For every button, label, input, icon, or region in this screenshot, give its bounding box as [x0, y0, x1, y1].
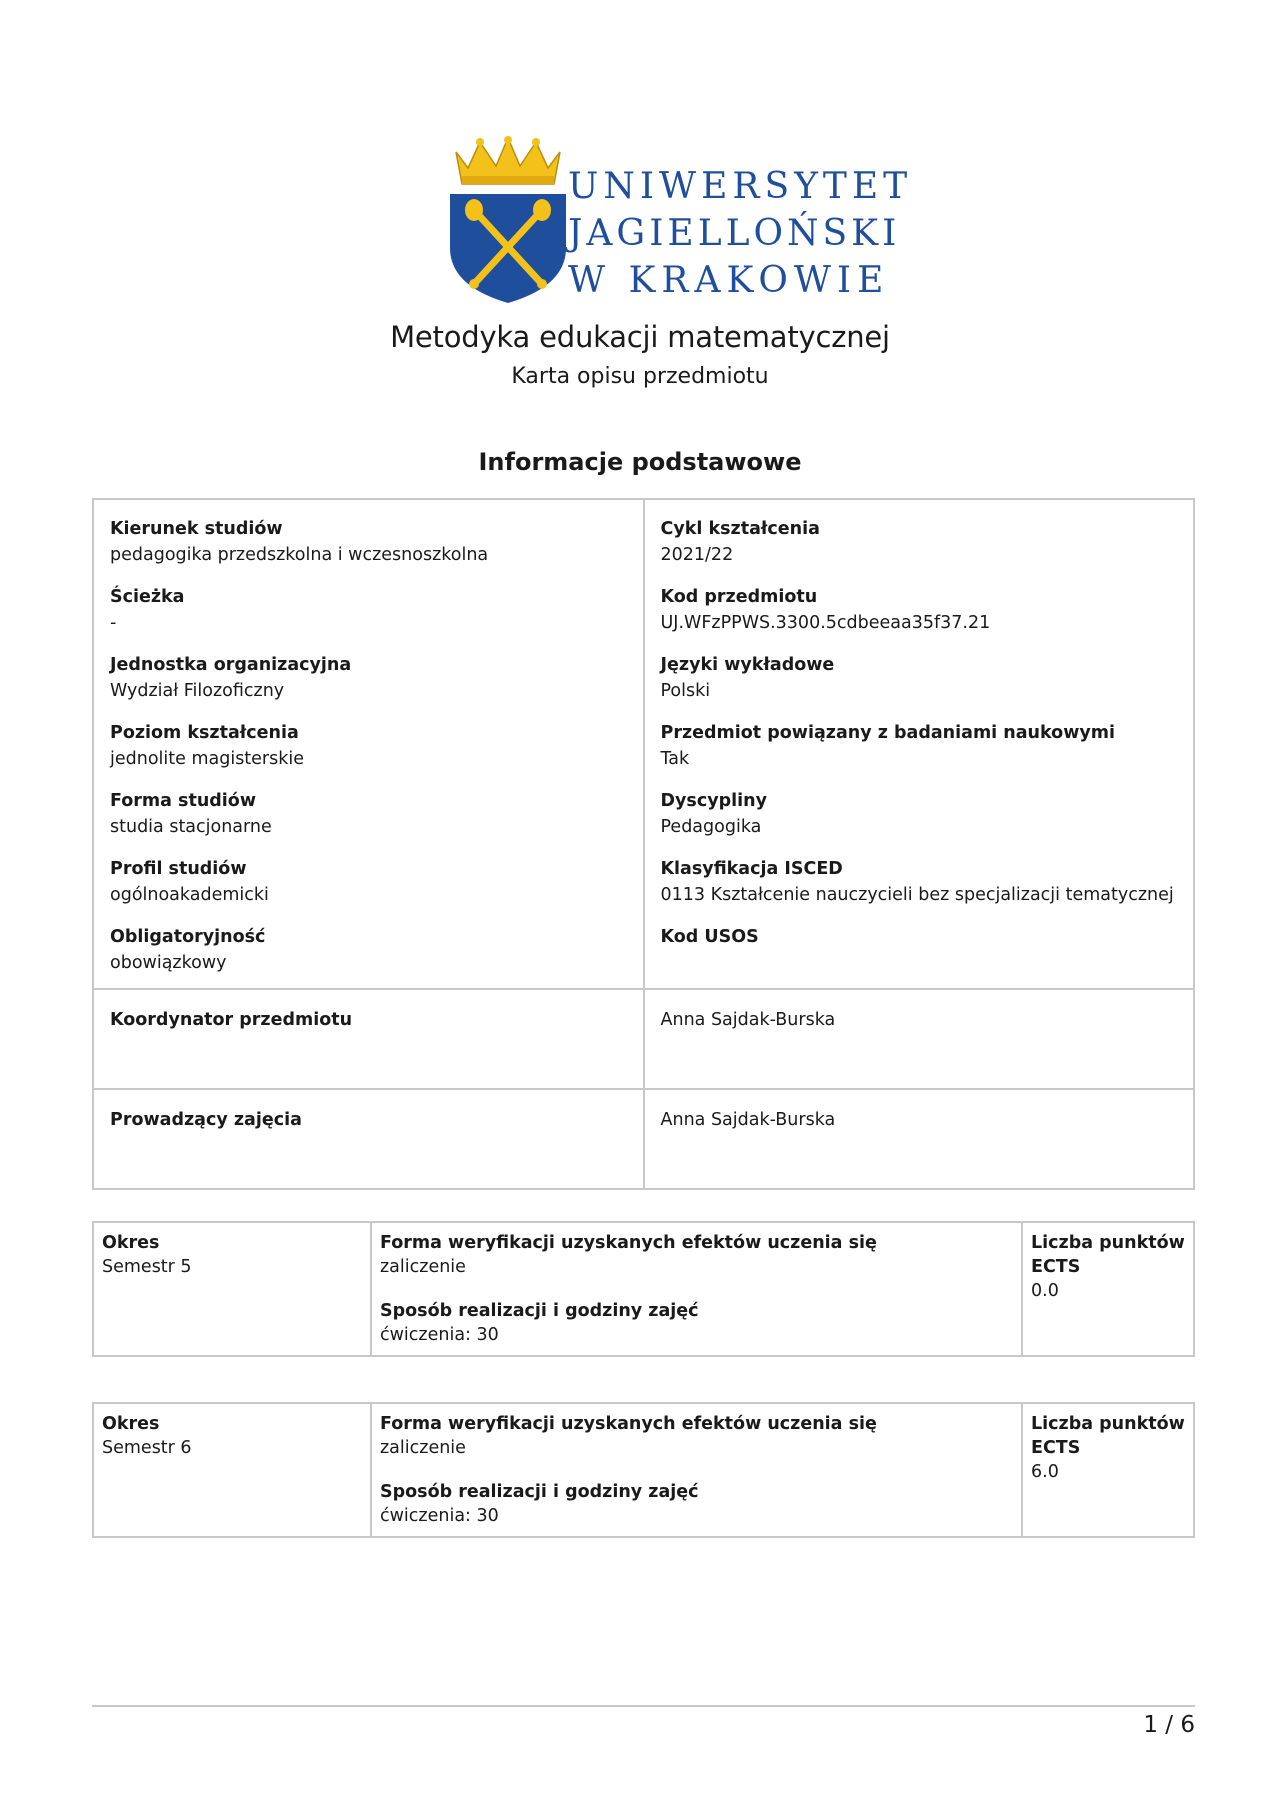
verification-label: Forma weryfikacji uzyskanych efektów uczenia się — [380, 1414, 877, 1434]
field-label: Cykl kształcenia — [660, 519, 820, 539]
mode-value: ćwiczenia: 30 — [380, 1506, 499, 1526]
field-value: Pedagogika — [660, 817, 762, 837]
verification-label: Forma weryfikacji uzyskanych efektów uczenia się — [380, 1233, 877, 1253]
field-value: 0113 Kształcenie nauczycieli bez specjalizacji tematycznej — [660, 885, 1174, 905]
basic-info-table — [92, 498, 1195, 1190]
field-poziom — [110, 720, 627, 772]
ects-label: Liczba punktów ECTS — [1031, 1414, 1185, 1458]
field-badania — [661, 720, 1178, 772]
period-cell — [93, 1403, 371, 1537]
field-jednostka — [110, 652, 627, 704]
ects-value: 0.0 — [1031, 1281, 1059, 1301]
period-label: Okres — [102, 1233, 160, 1253]
semester-table — [92, 1402, 1195, 1538]
page-title: Metodyka edukacji matematycznej — [390, 320, 890, 354]
period-cell — [93, 1222, 371, 1356]
field-value: ogólnoakademicki — [110, 885, 269, 905]
field-obligatoryjnosc — [110, 924, 627, 976]
field-value: 2021/22 — [660, 545, 734, 565]
verification-value: zaliczenie — [380, 1257, 466, 1277]
field-value: obowiązkowy — [110, 953, 227, 973]
verification-cell — [371, 1222, 1022, 1356]
field-label: Języki wykładowe — [660, 655, 835, 675]
field-forma — [110, 788, 627, 840]
field-label: Kod USOS — [660, 927, 759, 947]
instructor-label-cell — [93, 1089, 644, 1189]
ects-cell — [1022, 1403, 1194, 1537]
field-label: Kod przedmiotu — [660, 587, 818, 607]
field-label: Forma studiów — [110, 791, 256, 811]
field-value: - — [110, 613, 117, 633]
coordinator-label: Koordynator przedmiotu — [110, 1010, 353, 1030]
field-label: Kierunek studiów — [110, 519, 283, 539]
logo-line2: JAGIELLOŃSKI — [568, 213, 901, 254]
field-value: Polski — [660, 681, 711, 701]
mode-label: Sposób realizacji i godziny zajęć — [380, 1482, 699, 1502]
ects-label: Liczba punktów ECTS — [1031, 1233, 1185, 1277]
mode-value: ćwiczenia: 30 — [380, 1325, 499, 1345]
instructor-label: Prowadzący zajęcia — [110, 1110, 302, 1130]
ects-cell — [1022, 1222, 1194, 1356]
instructor-value: Anna Sajdak-Burska — [660, 1110, 836, 1130]
ects-value: 6.0 — [1031, 1462, 1059, 1482]
field-value: UJ.WFzPPWS.3300.5cdbeeaa35f37.21 — [660, 613, 991, 633]
period-value: Semestr 6 — [102, 1438, 192, 1458]
field-value: pedagogika przedszkolna i wczesnoszkolna — [110, 545, 489, 565]
field-value: Tak — [660, 749, 690, 769]
field-isced — [661, 856, 1178, 908]
period-label: Okres — [102, 1414, 160, 1434]
field-profil — [110, 856, 627, 908]
basic-info-right-column — [644, 499, 1195, 989]
field-cykl — [661, 516, 1178, 568]
field-sciezka — [110, 584, 627, 636]
field-value: Wydział Filozoficzny — [110, 681, 285, 701]
field-label: Ścieżka — [110, 587, 185, 607]
field-dyscypliny — [661, 788, 1178, 840]
logo-line3: W KRAKOWIE — [568, 260, 890, 301]
crown-icon — [456, 136, 560, 184]
footer-divider — [92, 1705, 1195, 1707]
field-label: Jednostka organizacyjna — [110, 655, 352, 675]
field-kod-przedmiotu — [661, 584, 1178, 636]
field-value: jednolite magisterskie — [110, 749, 305, 769]
field-jezyki — [661, 652, 1178, 704]
page-number: 1 / 6 — [1143, 1712, 1195, 1738]
field-label: Klasyfikacja ISCED — [660, 859, 843, 879]
field-value: studia stacjonarne — [110, 817, 272, 837]
coordinator-value: Anna Sajdak-Burska — [660, 1010, 836, 1030]
coordinator-label-cell — [93, 989, 644, 1089]
period-value: Semestr 5 — [102, 1257, 192, 1277]
basic-info-left-column — [93, 499, 644, 989]
field-label: Przedmiot powiązany z badaniami naukowymi — [660, 723, 1115, 743]
instructor-value-cell — [644, 1089, 1195, 1189]
university-logo — [450, 138, 913, 303]
field-label: Obligatoryjność — [110, 927, 266, 947]
field-kod-usos — [661, 924, 1178, 950]
field-label: Profil studiów — [110, 859, 247, 879]
field-label: Poziom kształcenia — [110, 723, 299, 743]
shield-icon — [450, 194, 566, 303]
section-heading: Informacje podstawowe — [478, 448, 802, 476]
logo-line1: UNIWERSYTET — [568, 166, 913, 207]
verification-cell — [371, 1403, 1022, 1537]
semester-table — [92, 1221, 1195, 1357]
field-kierunek — [110, 516, 627, 568]
page-subtitle: Karta opisu przedmiotu — [511, 364, 769, 389]
mode-label: Sposób realizacji i godziny zajęć — [380, 1301, 699, 1321]
verification-value: zaliczenie — [380, 1438, 466, 1458]
field-label: Dyscypliny — [660, 791, 768, 811]
coordinator-value-cell — [644, 989, 1195, 1089]
